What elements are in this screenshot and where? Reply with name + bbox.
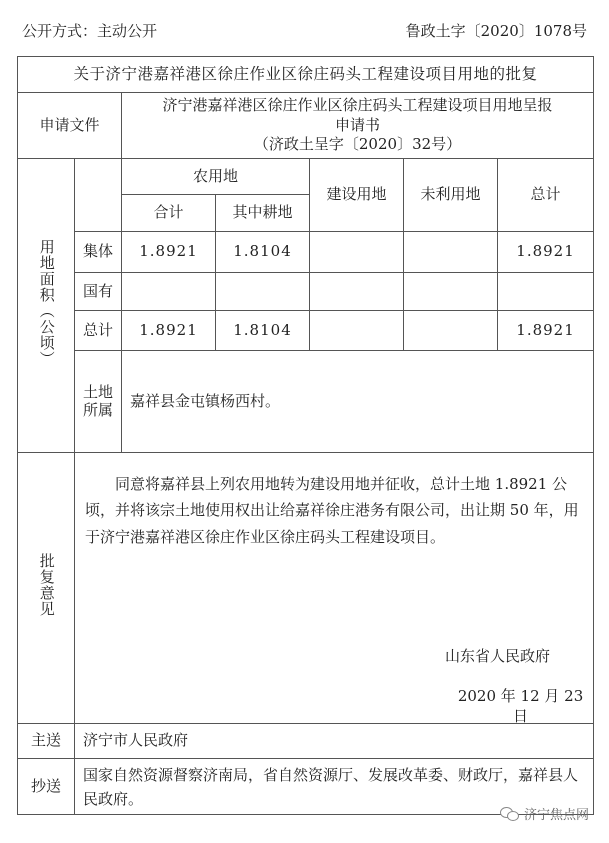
application-line-1: 济宁港嘉祥港区徐庄作业区徐庄码头工程建设项目用地呈报 [162,96,553,115]
land-area-side-label: 用地面积（公顷） [18,159,75,453]
application-line-2: 申请书 [335,115,381,134]
issuing-authority: 山东省人民政府 [445,647,551,665]
document-number: 鲁政土字〔2020〕1078号 [405,22,587,40]
collective-total: 1.8921 [498,232,594,273]
application-document [122,93,594,159]
application-line-3: （济政土呈字〔2020〕32号） [253,135,462,154]
main-recipient-value: 济宁市人民政府 [75,724,594,759]
collective-farm-total: 1.8921 [122,232,216,273]
farmland-header: 农用地 [122,159,310,195]
total-header: 总计 [498,159,594,232]
total-farm-total: 1.8921 [122,311,216,351]
table-row [18,232,594,273]
ownership-label-line-2: 所属 [82,400,113,419]
document-title: 关于济宁港嘉祥港区徐庄作业区徐庄码头工程建设项目用地的批复 [18,57,594,93]
blank-header-cell [75,159,122,232]
table-row [18,273,594,311]
main-recipient-label: 主送 [18,724,75,759]
row-label-collective: 集体 [75,232,122,273]
collective-arable: 1.8104 [216,232,310,273]
cc-label: 抄送 [18,759,75,815]
approval-text: 同意将嘉祥县上列农用地转为建设用地并征收，总计土地 1.8921 公顷，并将该宗土地使用权出让给嘉祥徐庄港务有限公司，出让期 50 年，用于济宁港嘉祥港区徐庄作业区徐庄码头工程建设项目。 [85,475,579,546]
ownership-label-line-1: 土地 [82,382,113,401]
total-construction [310,311,404,351]
approval-form-table [17,56,594,815]
state-arable [216,273,310,311]
unused-land-header: 未利用地 [404,159,498,232]
watermark-text: 济宁焦点网 [523,808,589,823]
table-row [18,311,594,351]
application-label: 申请文件 [18,93,122,159]
land-ownership-label [75,351,122,453]
construction-land-header: 建设用地 [310,159,404,232]
row-label-total: 总计 [75,311,122,351]
farmland-total-header: 合计 [122,195,216,232]
wechat-icon [500,807,520,821]
collective-construction [310,232,404,273]
collective-unused [404,232,498,273]
total-arable: 1.8104 [216,311,310,351]
state-construction [310,273,404,311]
grand-total: 1.8921 [498,311,594,351]
approval-label: 批复意见 [18,453,75,724]
disclosure-mode: 公开方式：主动公开 [22,22,158,40]
state-farm-total [122,273,216,311]
farmland-arable-header: 其中耕地 [216,195,310,232]
state-unused [404,273,498,311]
total-unused [404,311,498,351]
row-label-state: 国有 [75,273,122,311]
approval-date: 2020 年 12 月 23 日 [457,687,584,725]
approval-opinion [75,453,594,724]
state-total [498,273,594,311]
land-ownership-value: 嘉祥县金屯镇杨西村。 [122,351,594,453]
cc-value: 国家自然资源督察济南局，省自然资源厅、发展改革委、财政厅，嘉祥县人民政府。 [75,759,594,815]
watermark [500,804,589,823]
